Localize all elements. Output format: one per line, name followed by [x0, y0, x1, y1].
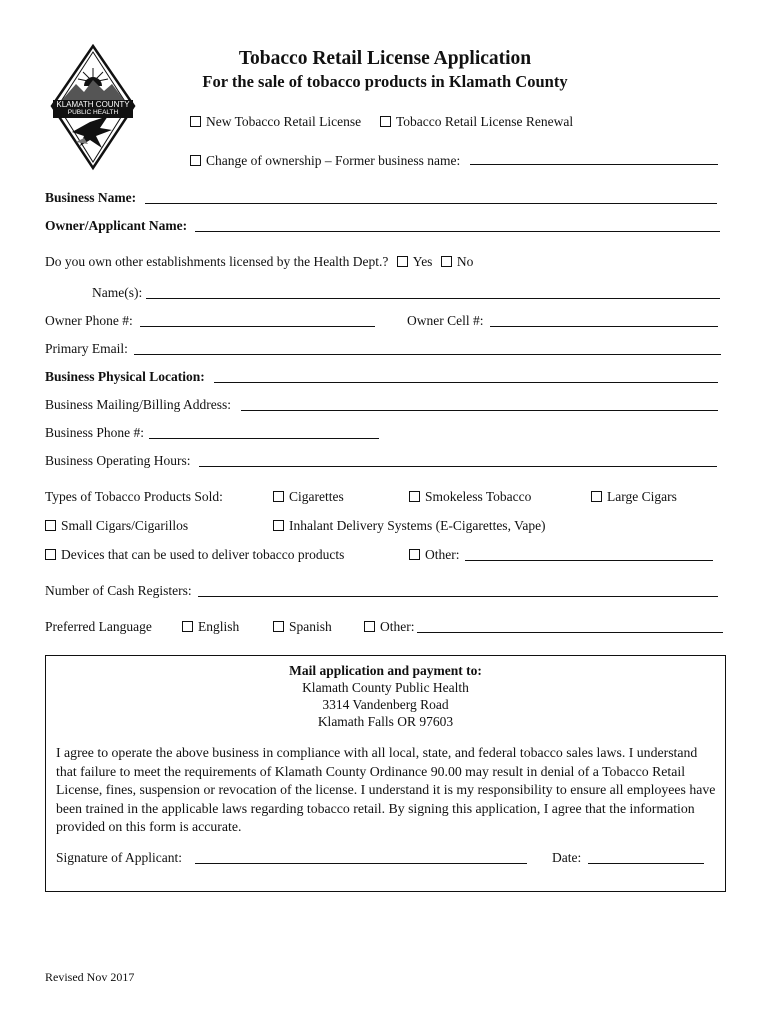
- large-cigars-checkbox[interactable]: [591, 491, 602, 502]
- spanish-option[interactable]: [273, 619, 332, 635]
- names-label: Name(s):: [92, 285, 143, 300]
- devices-label: Devices that can be used to deliver tobacco products: [61, 547, 345, 562]
- physical-location-label: Business Physical Location:: [45, 369, 205, 384]
- inhalant-checkbox[interactable]: [273, 520, 284, 531]
- language-other-checkbox[interactable]: [364, 621, 375, 632]
- renewal-label: Tobacco Retail License Renewal: [396, 114, 574, 129]
- mailing-address-label: Business Mailing/Billing Address:: [45, 397, 232, 412]
- devices-option[interactable]: [45, 547, 344, 563]
- smokeless-option[interactable]: [409, 489, 531, 505]
- signature-label: Signature of Applicant:: [56, 850, 182, 865]
- products-other-option[interactable]: [409, 547, 460, 563]
- cigarettes-label: Cigarettes: [289, 489, 344, 504]
- products-other-field[interactable]: [465, 560, 713, 561]
- english-option[interactable]: [182, 619, 239, 635]
- signature-field[interactable]: [195, 863, 527, 864]
- mailing-address-field[interactable]: [241, 410, 718, 411]
- cash-registers-field[interactable]: [198, 596, 718, 597]
- large-cigars-option[interactable]: [591, 489, 677, 505]
- smokeless-label: Smokeless Tobacco: [425, 489, 532, 504]
- owner-cell-field[interactable]: [490, 326, 718, 327]
- language-other-label: Other:: [380, 619, 415, 634]
- no-label: No: [456, 254, 474, 269]
- language-other-option[interactable]: [364, 619, 415, 635]
- inhalant-label: Inhalant Delivery Systems (E-Cigarettes, Vape): [289, 518, 546, 533]
- products-other-checkbox[interactable]: [409, 549, 420, 560]
- english-checkbox[interactable]: [182, 621, 193, 632]
- smokeless-checkbox[interactable]: [409, 491, 420, 502]
- other-establishments-label: Do you own other establishments licensed by the Health Dept.?: [45, 254, 389, 269]
- products-other-label: Other:: [425, 547, 460, 562]
- change-ownership-option[interactable]: [190, 153, 460, 169]
- operating-hours-label: Business Operating Hours:: [45, 453, 191, 468]
- business-name-label: Business Name:: [45, 190, 137, 205]
- logo-text-line2: PUBLIC HEALTH: [67, 109, 119, 116]
- cigarettes-checkbox[interactable]: [273, 491, 284, 502]
- mail-line2: 3314 Vandenberg Road: [322, 697, 449, 712]
- devices-checkbox[interactable]: [45, 549, 56, 560]
- mail-heading: Mail application and payment to:: [289, 663, 482, 678]
- logo-text-line1: KLAMATH COUNTY: [56, 100, 130, 109]
- small-cigars-checkbox[interactable]: [45, 520, 56, 531]
- new-license-option[interactable]: [190, 114, 361, 130]
- change-ownership-label: Change of ownership – Former business name:: [206, 153, 461, 168]
- page-subtitle: For the sale of tobacco products in Klamath County: [202, 72, 568, 91]
- business-name-field[interactable]: [145, 203, 717, 204]
- new-license-checkbox[interactable]: [190, 116, 201, 127]
- language-other-field[interactable]: [417, 632, 723, 633]
- english-label: English: [198, 619, 240, 634]
- spanish-checkbox[interactable]: [273, 621, 284, 632]
- primary-email-field[interactable]: [134, 354, 721, 355]
- agreement-text: I agree to operate the above business in compliance with all local, state, and federal tobacco sales laws. I understand that failure to meet the requirements of Klamath County Ordinance 90.00 may result in denial of a Tobacco Retail License, fines, suspension or revocation of the license. I understand it is my responsibility to ensure all employees have been trained in the applicable laws regarding tobacco retail. By signing this application, I agree that the information provided on this form is accurate.: [56, 745, 716, 834]
- small-cigars-option[interactable]: [45, 518, 188, 534]
- language-label: Preferred Language: [45, 619, 152, 634]
- page-title: Tobacco Retail License Application: [238, 48, 532, 69]
- large-cigars-label: Large Cigars: [607, 489, 677, 504]
- spanish-label: Spanish: [289, 619, 332, 634]
- primary-email-label: Primary Email:: [45, 341, 128, 356]
- yes-checkbox[interactable]: [397, 256, 408, 267]
- new-license-label: New Tobacco Retail License: [206, 114, 362, 129]
- owner-phone-label: Owner Phone #:: [45, 313, 133, 328]
- other-establishments-question: [45, 254, 473, 270]
- renewal-checkbox[interactable]: [380, 116, 391, 127]
- small-cigars-label: Small Cigars/Cigarillos: [61, 518, 189, 533]
- owner-name-label: Owner/Applicant Name:: [45, 218, 188, 233]
- business-phone-field[interactable]: [149, 438, 379, 439]
- products-label: Types of Tobacco Products Sold:: [45, 489, 223, 504]
- cigarettes-option[interactable]: [273, 489, 344, 505]
- renewal-option[interactable]: [380, 114, 573, 130]
- operating-hours-field[interactable]: [199, 466, 717, 467]
- date-field[interactable]: [588, 863, 704, 864]
- change-ownership-checkbox[interactable]: [190, 155, 201, 166]
- mail-line3: Klamath Falls OR 97603: [317, 714, 454, 729]
- inhalant-option[interactable]: [273, 518, 546, 534]
- owner-name-field[interactable]: [195, 231, 720, 232]
- former-business-name-field[interactable]: [470, 164, 718, 165]
- owner-phone-field[interactable]: [140, 326, 375, 327]
- date-label: Date:: [552, 850, 582, 865]
- owner-cell-label: Owner Cell #:: [407, 313, 484, 328]
- yes-label: Yes: [412, 254, 433, 269]
- physical-location-field[interactable]: [214, 382, 718, 383]
- business-phone-label: Business Phone #:: [45, 425, 145, 440]
- revised-date: Revised Nov 2017: [45, 970, 135, 984]
- mail-line1: Klamath County Public Health: [302, 680, 469, 695]
- names-field[interactable]: [146, 298, 720, 299]
- no-checkbox[interactable]: [441, 256, 452, 267]
- cash-registers-label: Number of Cash Registers:: [45, 583, 192, 598]
